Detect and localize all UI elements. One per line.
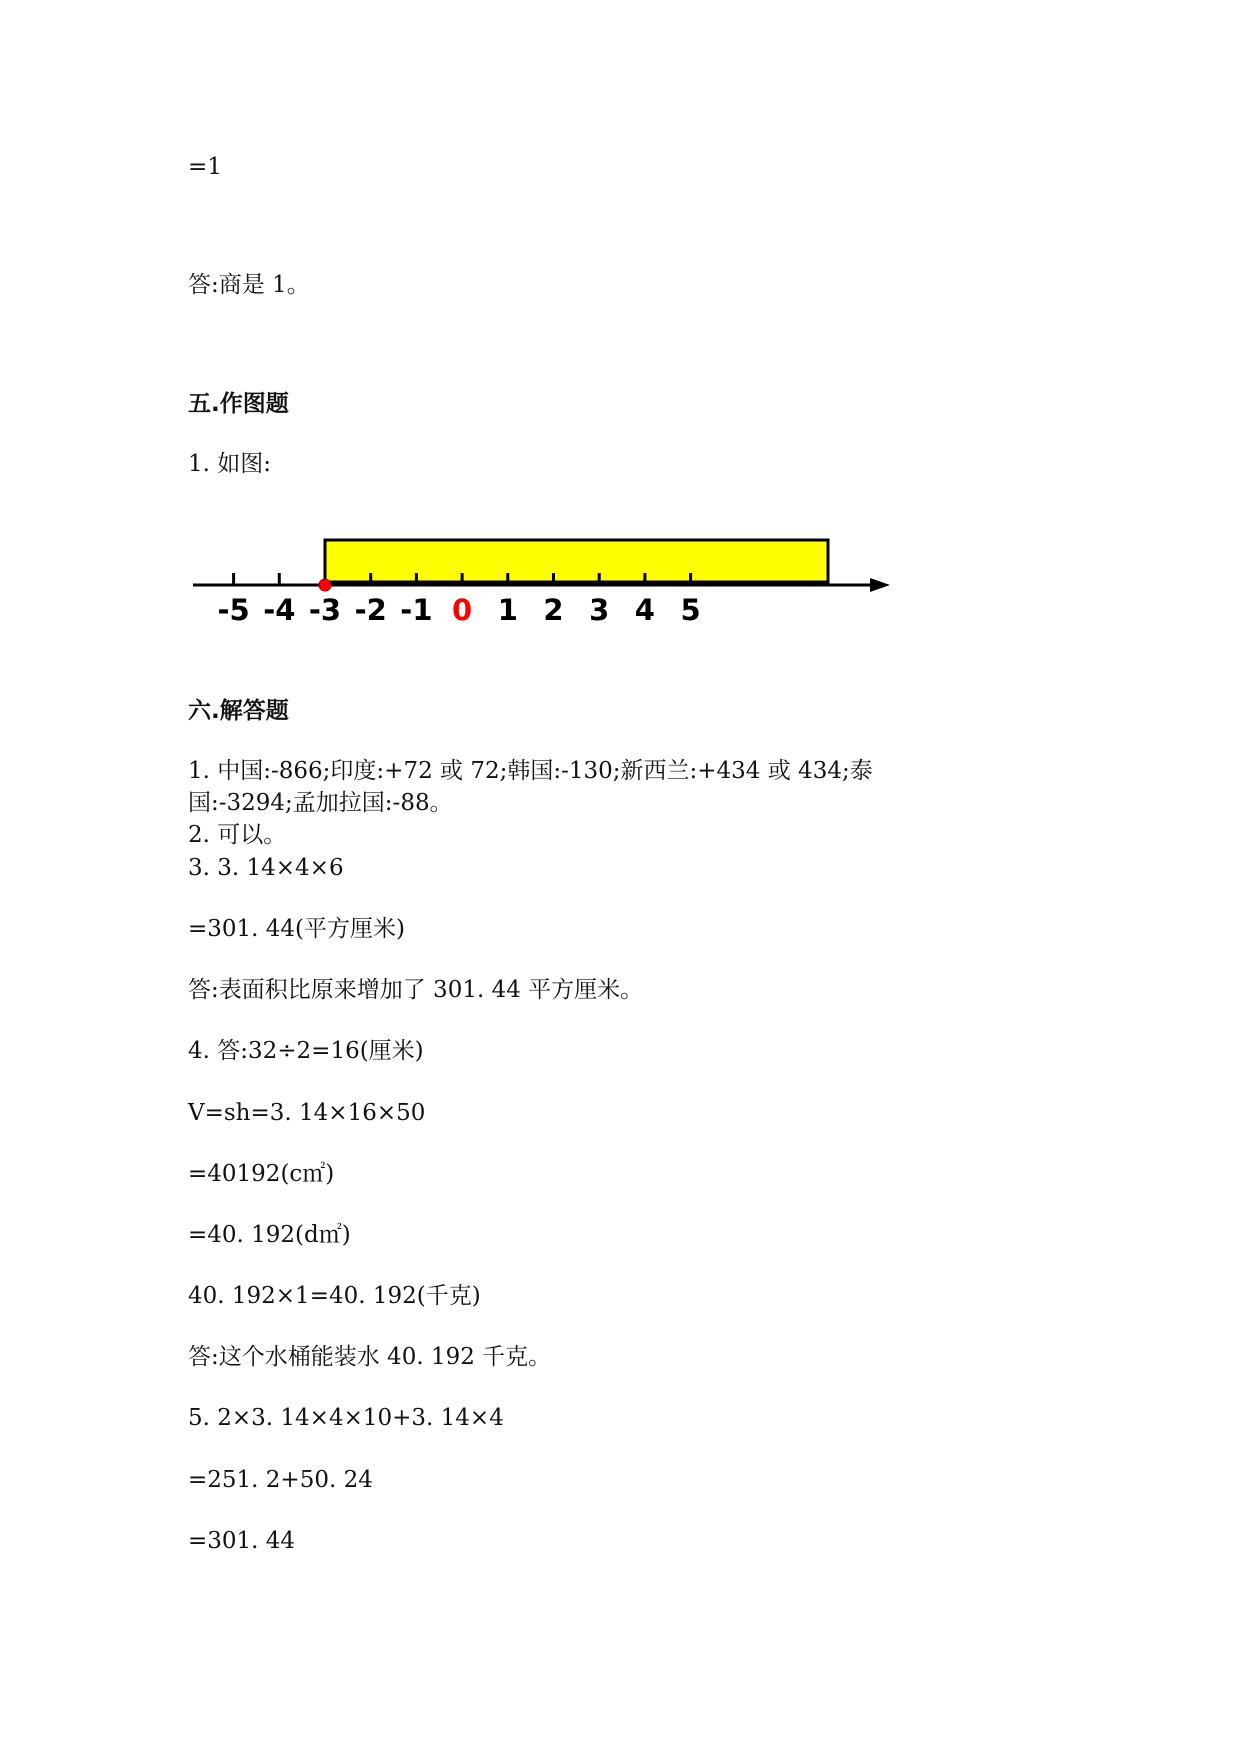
question-1-label: 1. 如图: (188, 451, 272, 477)
calc-step: =1 (188, 154, 222, 180)
answer-4-step-4: =40. 192(d㎡) (188, 1222, 351, 1248)
highlight-region (325, 540, 828, 582)
tick-label: -2 (354, 593, 387, 627)
tick-label: -5 (217, 593, 250, 627)
tick-label: 3 (589, 593, 610, 627)
start-point (319, 579, 331, 591)
answer-4-step-1: 4. 答:32÷2=16(厘米) (188, 1038, 424, 1064)
answer-4-step-5: 40. 192×1=40. 192(千克) (188, 1283, 481, 1309)
number-line-figure (188, 535, 908, 645)
tick-label: 2 (543, 593, 564, 627)
answer-2: 2. 可以。 (188, 822, 287, 848)
answer-1-line-b: 国:-3294;孟加拉国:-88。 (188, 790, 453, 816)
answer-1-line-a: 1. 中国:-866;印度:+72 或 72;韩国:-130;新西兰:+434 或 434;泰 (188, 758, 873, 784)
section-heading-6: 六.解答题 (188, 698, 289, 724)
section-heading-5: 五.作图题 (188, 391, 289, 417)
answer-line: 答:商是 1。 (188, 272, 310, 298)
answer-3-result: =301. 44(平方厘米) (188, 916, 406, 942)
answer-4-step-2: V=sh=3. 14×16×50 (188, 1100, 426, 1126)
tick-label: -3 (308, 593, 342, 627)
tick-label: -4 (263, 593, 296, 627)
tick-label: -1 (400, 593, 433, 627)
answer-4-statement: 答:这个水桶能装水 40. 192 千克。 (188, 1344, 552, 1370)
answer-4-step-3: =40192(c㎡) (188, 1161, 335, 1187)
tick-label: 1 (497, 593, 518, 627)
axis-arrow (870, 578, 890, 592)
answer-5-step-2: =301. 44 (188, 1528, 296, 1554)
tick-label: 4 (634, 593, 655, 627)
answer-5-formula: 5. 2×3. 14×4×10+3. 14×4 (188, 1405, 504, 1431)
answer-3-statement: 答:表面积比原来增加了 301. 44 平方厘米。 (188, 977, 644, 1003)
tick-label: 0 (452, 593, 473, 627)
tick-label: 5 (680, 593, 701, 627)
answer-3-formula: 3. 3. 14×4×6 (188, 855, 344, 881)
answer-5-step-1: =251. 2+50. 24 (188, 1467, 373, 1493)
